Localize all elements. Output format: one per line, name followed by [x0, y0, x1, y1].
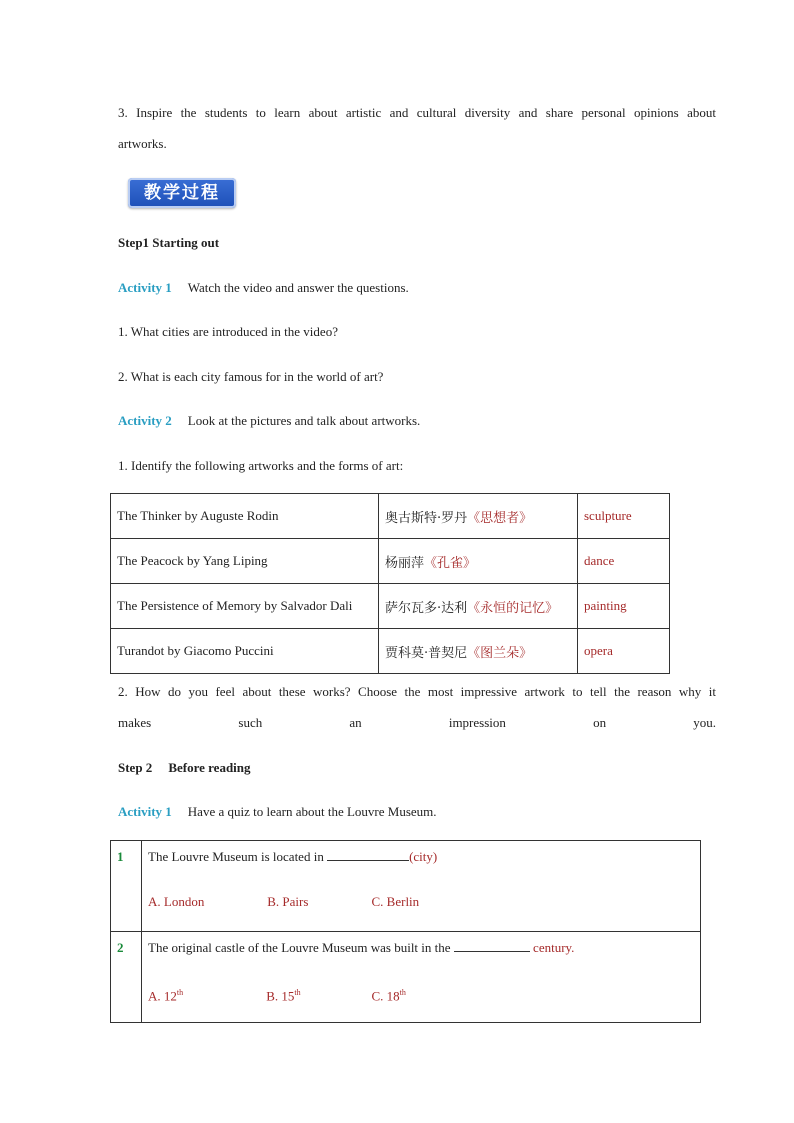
art-form: opera: [578, 629, 670, 674]
reflection-line1: 2. How do you feel about these works? Choose the most impressive artwork to tell the reason why it: [118, 684, 716, 699]
art-form: sculpture: [578, 494, 670, 539]
table-row: [111, 539, 670, 584]
step2-heading: [118, 760, 251, 776]
activity-text: Have a quiz to learn about the Louvre Museum.: [187, 804, 437, 819]
artwork-cn: [379, 494, 578, 539]
step1-heading: Step1 Starting out: [118, 235, 220, 250]
activity-label: Activity 1: [118, 280, 172, 295]
question-2: 2. What is each city famous for in the world of art?: [118, 369, 384, 384]
reflection-question: [118, 676, 716, 738]
artist-cn: 贾科莫·普契尼: [385, 645, 468, 661]
step2-label: Step 2: [118, 760, 153, 775]
objective-item-3: [118, 97, 716, 159]
activity-label: Activity 1: [118, 804, 172, 819]
step2-title: Before reading: [168, 760, 251, 775]
step1-activity1: [118, 280, 409, 296]
artwork-cn: [379, 584, 578, 629]
artwork-en: The Peacock by Yang Liping: [111, 539, 379, 584]
title-cn: 《图兰朵》: [467, 645, 533, 661]
question-suffix: century.: [533, 940, 575, 955]
quiz-question: [148, 932, 694, 977]
activity-text: Look at the pictures and talk about artworks.: [187, 413, 421, 428]
option-c[interactable]: [372, 977, 406, 1011]
table-row: [111, 494, 670, 539]
table-row: [111, 584, 670, 629]
title-cn: 《思想者》: [467, 510, 533, 526]
artist-cn: 杨丽萍: [385, 555, 425, 571]
artworks-table: [110, 493, 670, 674]
option-b[interactable]: [266, 977, 368, 1011]
option-b[interactable]: B. Pairs: [267, 894, 309, 909]
art-form: dance: [578, 539, 670, 584]
teaching-process-banner: 教学过程: [128, 178, 236, 208]
quiz-body: [142, 841, 701, 932]
answer-blank[interactable]: [454, 939, 530, 952]
quiz-options: [148, 886, 694, 931]
artist-cn: 萨尔瓦多·达利: [385, 600, 468, 616]
quiz-options: [148, 977, 694, 1022]
activity-text: Watch the video and answer the questions.: [187, 280, 409, 295]
option-sup: th: [176, 988, 184, 997]
activity-label: Activity 2: [118, 413, 172, 428]
question-text: The Louvre Museum is located in: [148, 849, 324, 864]
table-row: [111, 629, 670, 674]
quiz-number: 2: [111, 932, 142, 1023]
option-c[interactable]: C. Berlin: [371, 894, 420, 909]
option-text: A. 12: [148, 988, 177, 1004]
title-cn: 《孔雀》: [424, 555, 477, 571]
quiz-number: 1: [111, 841, 142, 932]
quiz-row: [111, 841, 701, 932]
option-a[interactable]: [148, 977, 263, 1011]
objective-item-3-line1: 3. Inspire the students to learn about artistic and cultural diversity and share personal opinions about: [118, 105, 716, 120]
step2-activity1: [118, 804, 437, 820]
title-cn: 《永恒的记忆》: [467, 600, 559, 616]
artwork-en: The Persistence of Memory by Salvador Dali: [111, 584, 379, 629]
quiz-row: [111, 932, 701, 1023]
option-text: B. 15: [266, 988, 295, 1004]
option-sup: th: [294, 988, 301, 997]
answer-blank[interactable]: [327, 848, 409, 861]
reflection-line2: makes such an impression on you.: [118, 715, 716, 730]
question-1: 1. What cities are introduced in the video?: [118, 324, 338, 339]
artworks-instruction: 1. Identify the following artworks and the forms of art:: [118, 458, 404, 473]
quiz-question: [148, 841, 694, 886]
artwork-cn: [379, 629, 578, 674]
objective-item-3-line2: artworks.: [118, 136, 167, 151]
artist-cn: 奥古斯特·罗丹: [385, 510, 468, 526]
option-sup: th: [399, 988, 406, 997]
artwork-en: Turandot by Giacomo Puccini: [111, 629, 379, 674]
option-text: C. 18: [371, 988, 400, 1004]
louvre-quiz-table: [110, 840, 701, 1023]
art-form: painting: [578, 584, 670, 629]
quiz-body: [142, 932, 701, 1023]
artwork-cn: [379, 539, 578, 584]
option-a[interactable]: A. London: [148, 894, 205, 909]
artwork-en: The Thinker by Auguste Rodin: [111, 494, 379, 539]
step1-activity2: [118, 413, 420, 429]
question-text: The original castle of the Louvre Museum was built in the: [148, 940, 451, 955]
question-suffix: (city): [409, 849, 438, 864]
